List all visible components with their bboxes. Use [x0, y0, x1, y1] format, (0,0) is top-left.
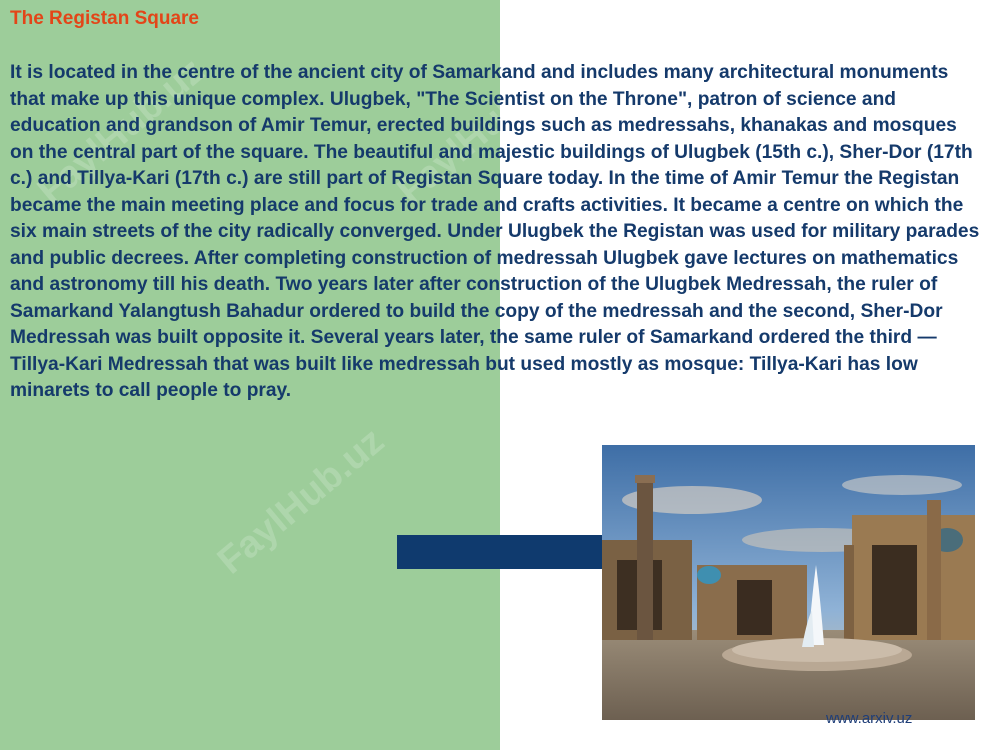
registan-photo: [602, 445, 975, 720]
accent-bar: [397, 535, 602, 569]
slide-title: The Registan Square: [10, 8, 199, 29]
source-url[interactable]: www.arxiv.uz: [826, 710, 913, 727]
slide-body-text: It is located in the centre of the ancient city of Samarkand and includes many architectural monuments that make up this unique complex. Ulugbek, "The Scientist on the Throne", patron of science and education and grandson of Amir Temur, erected buildings such as medressahs, khanakas and mosques on the central part of the square. The beautiful and majestic buildings of Ulugbek (15th c.), Sher-Dor (17th c.) and Tillya-Kari (17th c.) are still part of Registan Square today. In the time of Amir Temur the Registan became the main meeting place and focus for trade and crafts activities. It became a centre on which the six main streets of the city radically converged. Under Ulugbek the Registan was used for military parades and public decrees. After completing construction of medressah Ulugbek gave lectures on mathematics and astronomy till his death. Two years later after construction of the Ulugbek Medressah, the ruler of Samarkand Yalangtush Bahadur ordered to build the copy of the medressah and the second, Sher-Dor Medressah was built opposite it. Several years later, the same ruler of Samarkand ordered the third — Tillya-Kari Medressah that was built like medressah but used mostly as mosque: Tillya-Kari has low minarets to call people to pray.: [10, 62, 980, 401]
watermark: FaylHub.uz: [769, 49, 953, 213]
watermark: FaylHub.uz: [649, 349, 833, 513]
